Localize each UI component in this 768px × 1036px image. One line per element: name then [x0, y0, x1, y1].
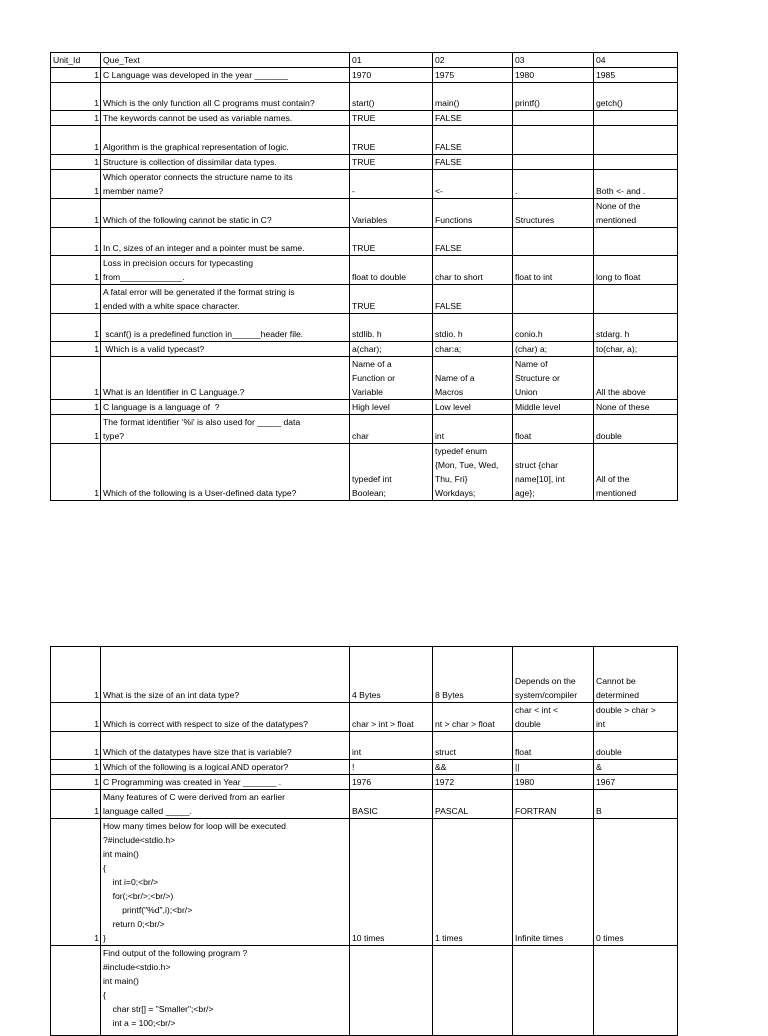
option-4-cell: 0 times: [594, 819, 678, 946]
table-row: [51, 946, 678, 1036]
option-2-cell: <-: [433, 170, 513, 199]
option-2-cell: Name of a Macros: [433, 357, 513, 400]
option-4-cell: getch(): [594, 83, 678, 111]
option-2-cell: char:a;: [433, 342, 513, 357]
header-que-text: Que_Text: [101, 53, 350, 68]
header-row: [51, 53, 678, 68]
question-cell: Which is a valid typecast?: [101, 342, 350, 357]
table-row: [51, 228, 678, 256]
option-4-cell: to(char, a);: [594, 342, 678, 357]
option-3-cell: float: [513, 415, 594, 444]
option-4-cell: double: [594, 732, 678, 760]
option-3-cell: float: [513, 732, 594, 760]
option-2-cell: FALSE: [433, 155, 513, 170]
unit-id-cell: 1: [51, 819, 101, 946]
option-2-cell: struct: [433, 732, 513, 760]
option-1-cell: 1976: [350, 775, 433, 790]
question-cell: Which is correct with respect to size of the datatypes?: [101, 703, 350, 732]
unit-id-cell: 1: [51, 285, 101, 314]
question-cell: Find output of the following program ? #include<stdio.h> int main() { char str[] = "Smaller";<br/> int a = 100;<br/>: [101, 946, 350, 1036]
option-2-cell: main(): [433, 83, 513, 111]
unit-id-cell: 1: [51, 342, 101, 357]
unit-id-cell: 1: [51, 111, 101, 126]
unit-id-cell: 1: [51, 170, 101, 199]
option-1-cell: int: [350, 732, 433, 760]
option-2-cell: char to short: [433, 256, 513, 285]
question-cell: Which of the following is a User-defined data type?: [101, 444, 350, 501]
option-1-cell: typedef int Boolean;: [350, 444, 433, 501]
option-4-cell: double: [594, 415, 678, 444]
option-1-cell: Variables: [350, 199, 433, 228]
table-row: [51, 703, 678, 732]
unit-id-cell: 1: [51, 357, 101, 400]
option-4-cell: stdarg. h: [594, 314, 678, 342]
option-4-cell: All of the mentioned: [594, 444, 678, 501]
option-1-cell: -: [350, 170, 433, 199]
question-cell: C Language was developed in the year _______: [101, 68, 350, 83]
question-cell: How many times below for loop will be executed ?#include<stdio.h> int main() { int i=0;<br/> for(;<br/>;<br/>) printf("%d",i);<br/> return 0;<br/> }: [101, 819, 350, 946]
option-1-cell: TRUE: [350, 111, 433, 126]
header-option-2: 02: [433, 53, 513, 68]
question-cell: What is an Identifier in C Language.?: [101, 357, 350, 400]
option-2-cell: 1972: [433, 775, 513, 790]
table-row: [51, 760, 678, 775]
option-1-cell: stdlib. h: [350, 314, 433, 342]
table-row: [51, 199, 678, 228]
option-4-cell: [594, 946, 678, 1036]
option-3-cell: (char) a;: [513, 342, 594, 357]
option-1-cell: 1970: [350, 68, 433, 83]
option-3-cell: 1980: [513, 775, 594, 790]
option-4-cell: [594, 126, 678, 155]
question-cell: Many features of C were derived from an earlier language called _____.: [101, 790, 350, 819]
table-row: [51, 819, 678, 946]
question-cell: The keywords cannot be used as variable names.: [101, 111, 350, 126]
option-3-cell: .: [513, 170, 594, 199]
option-3-cell: [513, 946, 594, 1036]
table-row: [51, 647, 678, 703]
table-row: [51, 256, 678, 285]
option-4-cell: All the above: [594, 357, 678, 400]
question-cell: A fatal error will be generated if the format string is ended with a white space character.: [101, 285, 350, 314]
option-4-cell: 1967: [594, 775, 678, 790]
unit-id-cell: 1: [51, 760, 101, 775]
option-3-cell: [513, 111, 594, 126]
option-2-cell: nt > char > float: [433, 703, 513, 732]
unit-id-cell: 1: [51, 155, 101, 170]
option-4-cell: long to float: [594, 256, 678, 285]
question-cell: Which operator connects the structure name to its member name?: [101, 170, 350, 199]
option-2-cell: stdio. h: [433, 314, 513, 342]
option-3-cell: [513, 285, 594, 314]
table-row: [51, 732, 678, 760]
option-4-cell: Both <- and .: [594, 170, 678, 199]
question-table-2: [50, 646, 678, 1036]
option-4-cell: [594, 111, 678, 126]
option-4-cell: Cannot be determined: [594, 647, 678, 703]
option-1-cell: TRUE: [350, 155, 433, 170]
table-row: [51, 83, 678, 111]
option-3-cell: conio.h: [513, 314, 594, 342]
unit-id-cell: 1: [51, 647, 101, 703]
question-cell: C language is a language of ?: [101, 400, 350, 415]
option-4-cell: [594, 285, 678, 314]
table-row: [51, 357, 678, 400]
option-2-cell: Low level: [433, 400, 513, 415]
unit-id-cell: 1: [51, 314, 101, 342]
option-1-cell: 4 Bytes: [350, 647, 433, 703]
option-3-cell: Structures: [513, 199, 594, 228]
table-row: [51, 155, 678, 170]
option-3-cell: float to int: [513, 256, 594, 285]
option-2-cell: 1975: [433, 68, 513, 83]
option-1-cell: a(char);: [350, 342, 433, 357]
option-4-cell: None of these: [594, 400, 678, 415]
option-1-cell: !: [350, 760, 433, 775]
option-1-cell: TRUE: [350, 228, 433, 256]
table-row: [51, 342, 678, 357]
option-2-cell: FALSE: [433, 126, 513, 155]
table-row: [51, 68, 678, 83]
option-3-cell: Depends on the system/compiler: [513, 647, 594, 703]
option-1-cell: High level: [350, 400, 433, 415]
option-3-cell: Middle level: [513, 400, 594, 415]
option-2-cell: 1 times: [433, 819, 513, 946]
question-cell: Algorithm is the graphical representation of logic.: [101, 126, 350, 155]
option-4-cell: None of the mentioned: [594, 199, 678, 228]
unit-id-cell: 1: [51, 83, 101, 111]
unit-id-cell: 1: [51, 415, 101, 444]
unit-id-cell: 1: [51, 400, 101, 415]
table-row: [51, 170, 678, 199]
unit-id-cell: 1: [51, 732, 101, 760]
question-table-1: [50, 52, 678, 501]
option-4-cell: double > char > int: [594, 703, 678, 732]
unit-id-cell: 1: [51, 256, 101, 285]
option-4-cell: [594, 228, 678, 256]
option-1-cell: [350, 946, 433, 1036]
table-row: [51, 285, 678, 314]
option-2-cell: typedef enum {Mon, Tue, Wed, Thu, Fri} Workdays;: [433, 444, 513, 501]
question-cell: Which is the only function all C programs must contain?: [101, 83, 350, 111]
unit-id-cell: 1: [51, 228, 101, 256]
option-2-cell: FALSE: [433, 285, 513, 314]
unit-id-cell: 1: [51, 444, 101, 501]
option-3-cell: struct {char name[10], int age};: [513, 444, 594, 501]
option-1-cell: start(): [350, 83, 433, 111]
table-row: [51, 314, 678, 342]
question-cell: Which of the following cannot be static in C?: [101, 199, 350, 228]
unit-id-cell: 1: [51, 68, 101, 83]
table-row: [51, 126, 678, 155]
header-option-3: 03: [513, 53, 594, 68]
table-row: [51, 415, 678, 444]
question-cell: Which of the following is a logical AND operator?: [101, 760, 350, 775]
option-2-cell: int: [433, 415, 513, 444]
header-unit-id: Unit_Id: [51, 53, 101, 68]
option-4-cell: 1985: [594, 68, 678, 83]
option-1-cell: TRUE: [350, 126, 433, 155]
header-option-1: 01: [350, 53, 433, 68]
question-cell: What is the size of an int data type?: [101, 647, 350, 703]
option-2-cell: [433, 946, 513, 1036]
option-4-cell: [594, 155, 678, 170]
table-row: [51, 400, 678, 415]
option-3-cell: [513, 126, 594, 155]
option-1-cell: float to double: [350, 256, 433, 285]
unit-id-cell: 1: [51, 790, 101, 819]
option-3-cell: 1980: [513, 68, 594, 83]
table-row: [51, 111, 678, 126]
option-2-cell: Functions: [433, 199, 513, 228]
option-1-cell: char > int > float: [350, 703, 433, 732]
option-3-cell: [513, 155, 594, 170]
question-cell: C Programming was created in Year _______ .: [101, 775, 350, 790]
question-cell: Structure is collection of dissimilar data types.: [101, 155, 350, 170]
question-cell: The format identifier '%i' is also used for _____ data type?: [101, 415, 350, 444]
option-2-cell: FALSE: [433, 111, 513, 126]
option-2-cell: PASCAL: [433, 790, 513, 819]
option-1-cell: BASIC: [350, 790, 433, 819]
option-1-cell: 10 times: [350, 819, 433, 946]
unit-id-cell: 1: [51, 775, 101, 790]
option-3-cell: [513, 228, 594, 256]
unit-id-cell: 1: [51, 126, 101, 155]
header-option-4: 04: [594, 53, 678, 68]
unit-id-cell: 1: [51, 703, 101, 732]
option-3-cell: FORTRAN: [513, 790, 594, 819]
table-row: [51, 790, 678, 819]
option-2-cell: FALSE: [433, 228, 513, 256]
question-cell: Which of the datatypes have size that is variable?: [101, 732, 350, 760]
option-3-cell: printf(): [513, 83, 594, 111]
option-2-cell: &&: [433, 760, 513, 775]
option-3-cell: Name of Structure or Union: [513, 357, 594, 400]
option-4-cell: B: [594, 790, 678, 819]
question-cell: In C, sizes of an integer and a pointer must be same.: [101, 228, 350, 256]
question-cell: scanf() is a predefined function in______header file.: [101, 314, 350, 342]
unit-id-cell: [51, 946, 101, 1036]
option-3-cell: Infinite times: [513, 819, 594, 946]
table-row: [51, 775, 678, 790]
option-3-cell: ||: [513, 760, 594, 775]
option-3-cell: char < int < double: [513, 703, 594, 732]
option-2-cell: 8 Bytes: [433, 647, 513, 703]
table-row: [51, 444, 678, 501]
question-cell: Loss in precision occurs for typecasting from_____________.: [101, 256, 350, 285]
option-4-cell: &: [594, 760, 678, 775]
option-1-cell: char: [350, 415, 433, 444]
option-1-cell: TRUE: [350, 285, 433, 314]
unit-id-cell: 1: [51, 199, 101, 228]
option-1-cell: Name of a Function or Variable: [350, 357, 433, 400]
